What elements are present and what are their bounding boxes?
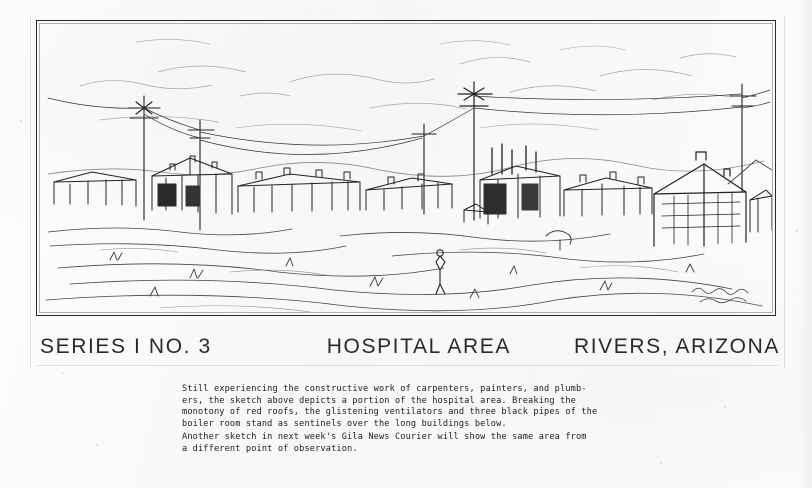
body-line-4: boiler room stand as sentinels over the long buildings below. — [182, 418, 507, 429]
plate-caption — [40, 330, 780, 364]
scan-speck — [724, 406, 726, 408]
body-line-3: monotony of red roofs, the glistening ventilators and three black pipes of the — [182, 407, 598, 418]
article-body — [182, 384, 630, 456]
card-edge-left — [30, 16, 31, 368]
body-line-1: Still experiencing the constructive work of carpenters, painters, and plumb- — [182, 384, 587, 394]
scan-speck — [96, 444, 98, 446]
illustration-plate — [36, 20, 776, 316]
body-line-6: a different point of observation. — [182, 443, 358, 454]
scan-edge-shadow — [796, 0, 812, 488]
hospital-area-sketch — [40, 24, 772, 312]
artist-signature — [692, 288, 748, 303]
body-line-5: Another sketch in next week's Gila News Courier will show the same area from — [182, 432, 587, 443]
caption-location: RIVERS, ARIZONA — [573, 335, 780, 358]
sketch-svg — [40, 24, 772, 312]
scan-speck — [20, 120, 22, 122]
card-edge-bottom — [36, 365, 778, 366]
caption-series: SERIES I NO. 3 — [40, 335, 212, 358]
caption-title: HOSPITAL AREA — [326, 335, 511, 358]
scan-speck — [796, 230, 798, 232]
card-edge-right — [784, 16, 785, 368]
scan-speck — [62, 372, 64, 374]
body-line-2: ers, the sketch above depicts a portion of the hospital area. Breaking the — [182, 395, 576, 406]
scan-speck — [660, 462, 662, 464]
